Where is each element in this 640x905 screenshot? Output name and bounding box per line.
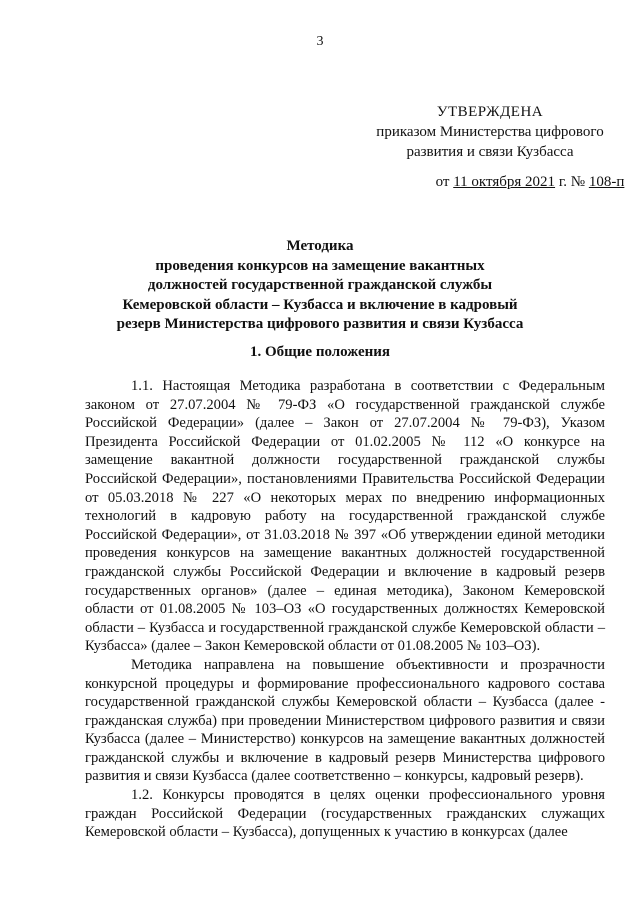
approval-heading: УТВЕРЖДЕНА — [436, 104, 544, 120]
title-line-4: Кемеровской области – Кузбасса и включение в кадровый — [122, 296, 518, 313]
paragraph-1-2: 1.2. Конкурсы проводятся в целях оценки профессионального уровня граждан Российской Федерации (государственных гражданских служащих Кемеровской области – Кузбасса), допущенных к участию в конкурсах (далее — [85, 787, 605, 841]
page-number: 3 — [316, 34, 324, 49]
order-date-suffix: г. № — [555, 174, 589, 190]
document-body — [85, 377, 605, 842]
approval-line-2: развития и связи Кузбасса — [406, 144, 574, 160]
order-date-prefix: от — [435, 174, 454, 190]
title-line-1: Методика — [286, 238, 354, 254]
approval-order-line — [350, 172, 640, 192]
title-line-3: должностей государственной гражданской службы — [147, 277, 493, 293]
approval-block — [340, 102, 640, 162]
document-title — [0, 237, 640, 335]
paragraph-1-1: 1.1. Настоящая Методика разработана в соответствии с Федеральным законом от 27.07.2004 № 79-ФЗ «О государственной гражданской службе Российской Федерации» (далее – Закон от 27.07.2004 № 79-ФЗ), Указом Президента Российской Федерации от 01.02.2005 № 112 «О конкурсе на замещение вакантной должности государственной гражданской службы Российской Федерации», постановлениями Правительства Российской Федерации от 05.03.2018 № 227 «О некоторых мерах по внедрению информационных технологий в кадровую работу на государственной гражданской службе Российской Федерации», от 31.03.2018 № 397 «Об утверждении единой методики проведения конкурсов на замещение вакантных должностей государственной гражданской службы Российской Федерации и включение в кадровый резерв государственных органов» (далее – единая методика), Законом Кемеровской области от 01.08.2005 № 103–ОЗ «О государственных должностях Кемеровской области – Кузбасса и государственной гражданской службе Кемеровской области – Кузбасса» (далее – Закон Кемеровской области от 01.08.2005 № 103–ОЗ). — [85, 378, 605, 655]
title-line-2: проведения конкурсов на замещение вакантных — [155, 257, 485, 274]
section-heading: 1. Общие положения — [249, 344, 391, 360]
order-number: 108-п — [588, 174, 625, 190]
title-line-5: резерв Министерства цифрового развития и связи Кузбасса — [116, 316, 524, 332]
paragraph-methodology-purpose: Методика направлена на повышение объективности и прозрачности конкурсной процедуры и формирование профессионального кадрового состава государственной гражданской службы Кемеровской области – Кузбасса (далее - гражданская служба) при проведении Министерством цифрового развития и связи Кузбасса (далее – Министерство) конкурсов на замещение вакантных должностей гражданской службы и включение в кадровый резерв Министерства цифрового развития и связи Кузбасса (далее соответственно – конкурсы, кадровый резерв). — [85, 656, 605, 785]
approval-line-1: приказом Министерства цифрового — [376, 124, 604, 140]
order-date: 11 октября 2021 — [453, 174, 556, 190]
